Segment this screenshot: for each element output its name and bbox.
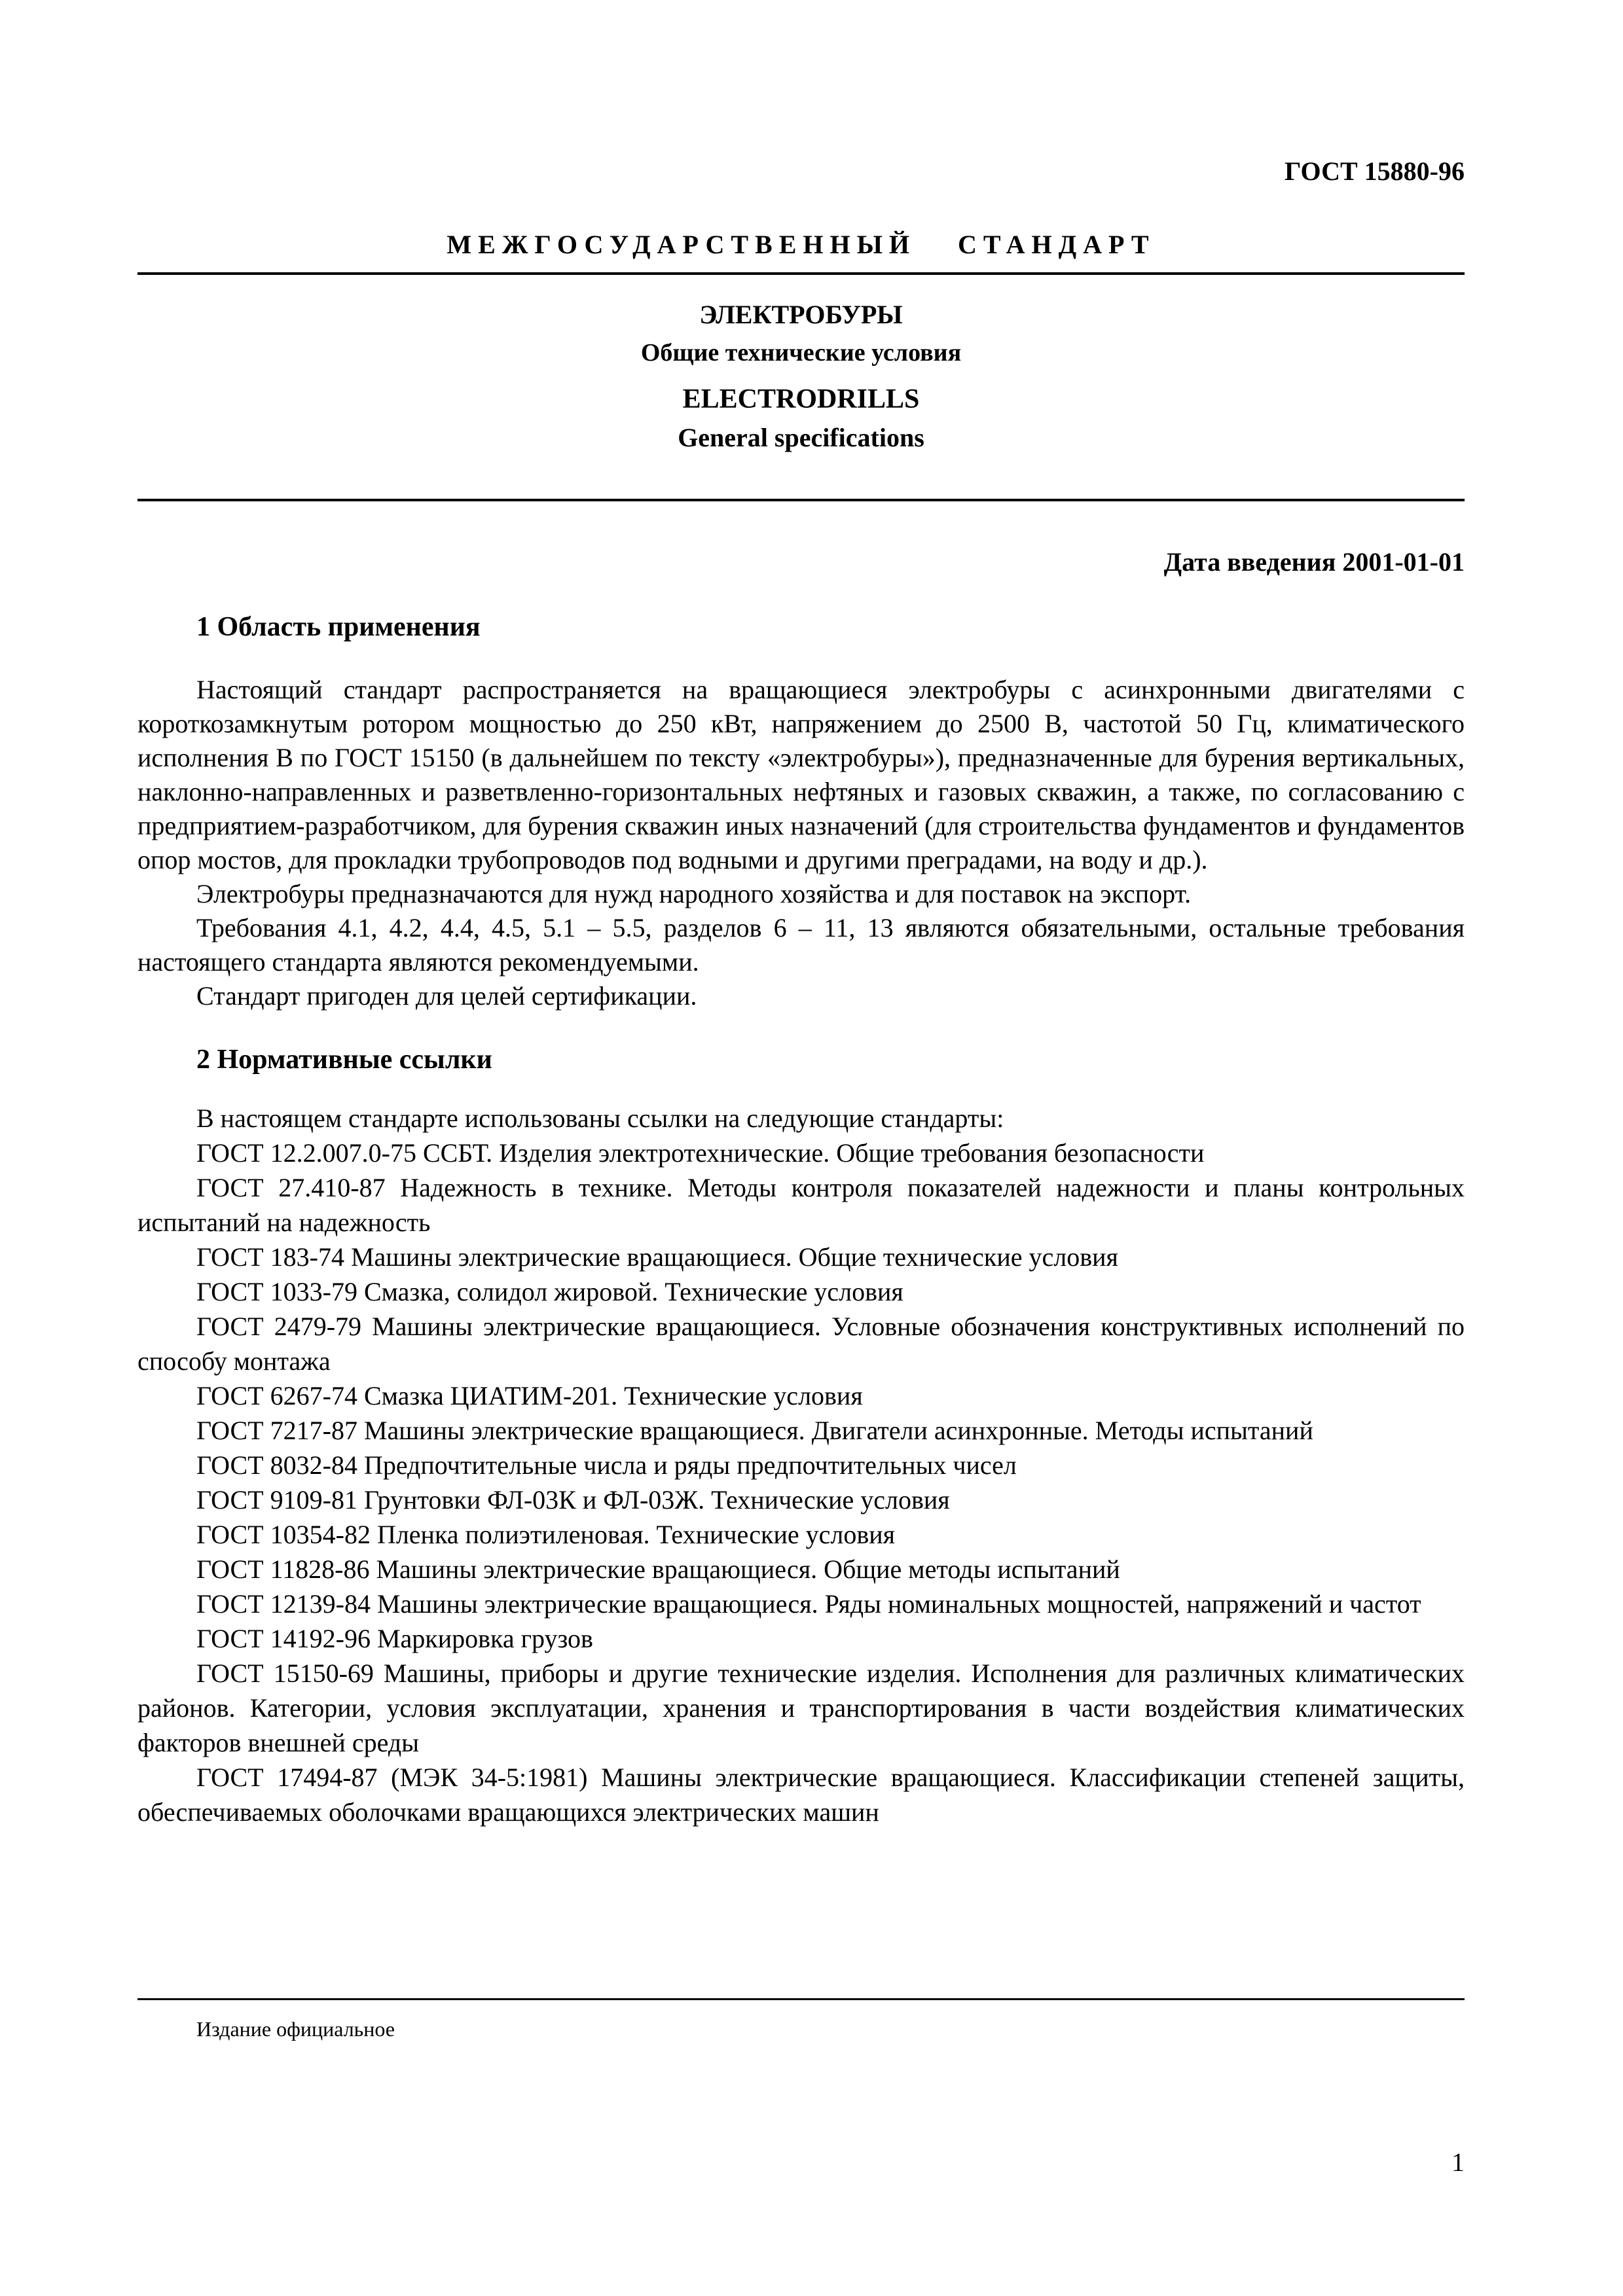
reference-item: ГОСТ 11828-86 Машины электрические вращающиеся. Общие методы испытаний <box>196 1554 1120 1584</box>
footer-divider <box>137 1998 1465 2000</box>
reference-item: ГОСТ 17494-87 (МЭК 34-5:1981) Машины электрические вращающиеся. Классификации степеней защиты, обеспечиваемых оболочками вращающихся электрических машин <box>137 1763 1465 1827</box>
paragraph: Требования 4.1, 4.2, 4.4, 4.5, 5.1 – 5.5, разделов 6 – 11, 13 являются обязательными, остальные требования настоящего стандарта являются рекомендуемыми. <box>137 913 1465 977</box>
reference-item: ГОСТ 27.410-87 Надежность в технике. Методы контроля показателей надежности и планы контрольных испытаний на надежность <box>137 1173 1465 1237</box>
references-list <box>137 1101 1465 1829</box>
page-number: 1 <box>1451 2147 1465 2177</box>
header-divider <box>137 272 1465 275</box>
paragraph: Стандарт пригоден для целей сертификации. <box>196 981 697 1011</box>
reference-item: ГОСТ 12.2.007.0-75 ССБТ. Изделия электротехнические. Общие требования безопасности <box>196 1138 1205 1168</box>
reference-item: ГОСТ 15150-69 Машины, приборы и другие технические изделия. Исполнения для различных климатических районов. Категории, условия эксплуатации, хранения и транспортирования в части воздействия климатических факторов внешней среды <box>137 1659 1465 1757</box>
section-1-heading: 1 Область применения <box>196 612 481 642</box>
reference-item: ГОСТ 6267-74 Смазка ЦИАТИМ-201. Технические условия <box>196 1381 863 1410</box>
reference-item: ГОСТ 10354-82 Пленка полиэтиленовая. Технические условия <box>196 1520 896 1549</box>
standard-type: МЕЖГОСУДАРСТВЕННЫЙ СТАНДАРТ <box>447 230 1156 259</box>
document-number: ГОСТ 15880-96 <box>1285 156 1465 186</box>
reference-item: ГОСТ 12139-84 Машины электрические вращающиеся. Ряды номинальных мощностей, напряжений и частот <box>196 1589 1421 1619</box>
reference-item: ГОСТ 7217-87 Машины электрические вращающиеся. Двигатели асинхронные. Методы испытаний <box>196 1416 1313 1445</box>
references-intro: В настоящем стандарте использованы ссылки на следующие стандарты: <box>196 1103 1004 1133</box>
reference-item: ГОСТ 9109-81 Грунтовки ФЛ-03К и ФЛ-03Ж. Технические условия <box>196 1485 950 1515</box>
reference-item: ГОСТ 8032-84 Предпочтительные числа и ряды предпочтительных чисел <box>196 1450 1017 1480</box>
document-body <box>137 609 1465 1829</box>
reference-item: ГОСТ 2479-79 Машины электрические вращающиеся. Условные обозначения конструктивных исполнений по способу монтажа <box>137 1312 1465 1376</box>
section-2-heading: 2 Нормативные ссылки <box>196 1045 492 1075</box>
paragraph: Настоящий стандарт распространяется на вращающиеся электробуры с асинхронными двигателями с короткозамкнутым ротором мощностью до 250 кВт, напряжением до 2500 В, частотой 50 Гц, климатического исполнения В по ГОСТ 15150 (в дальнейшем по тексту «электробуры»), предназначенные для бурения вертикальных, наклонно-направленных и разветвленно-горизонтальных нефтяных и газовых скважин, а также, по согласованию с предприятием-разработчиком, для бурения скважин иных назначений (для строительства фундаментов и фундаментов опор мостов, для прокладки трубопроводов под водными и другими преградами, на воду и др.). <box>137 675 1465 874</box>
reference-item: ГОСТ 14192-96 Маркировка грузов <box>196 1624 593 1653</box>
edition-note: Издание официальное <box>196 2017 395 2041</box>
russian-title: ЭЛЕКТРОБУРЫ <box>699 300 903 329</box>
title-divider <box>137 499 1465 501</box>
introduction-date: Дата введения 2001-01-01 <box>1163 547 1465 577</box>
russian-subtitle: Общие технические условия <box>640 339 962 367</box>
paragraph: Электробуры предназначаются для нужд народного хозяйства и для поставок на экспорт. <box>196 879 1192 908</box>
section-1-body <box>137 673 1465 1013</box>
title-block <box>137 298 1465 455</box>
english-title: ELECTRODRILLS <box>682 384 920 414</box>
reference-item: ГОСТ 1033-79 Смазка, солидол жировой. Технические условия <box>196 1277 903 1306</box>
reference-item: ГОСТ 183-74 Машины электрические вращающиеся. Общие технические условия <box>196 1242 1118 1272</box>
english-subtitle: General specifications <box>678 423 924 452</box>
